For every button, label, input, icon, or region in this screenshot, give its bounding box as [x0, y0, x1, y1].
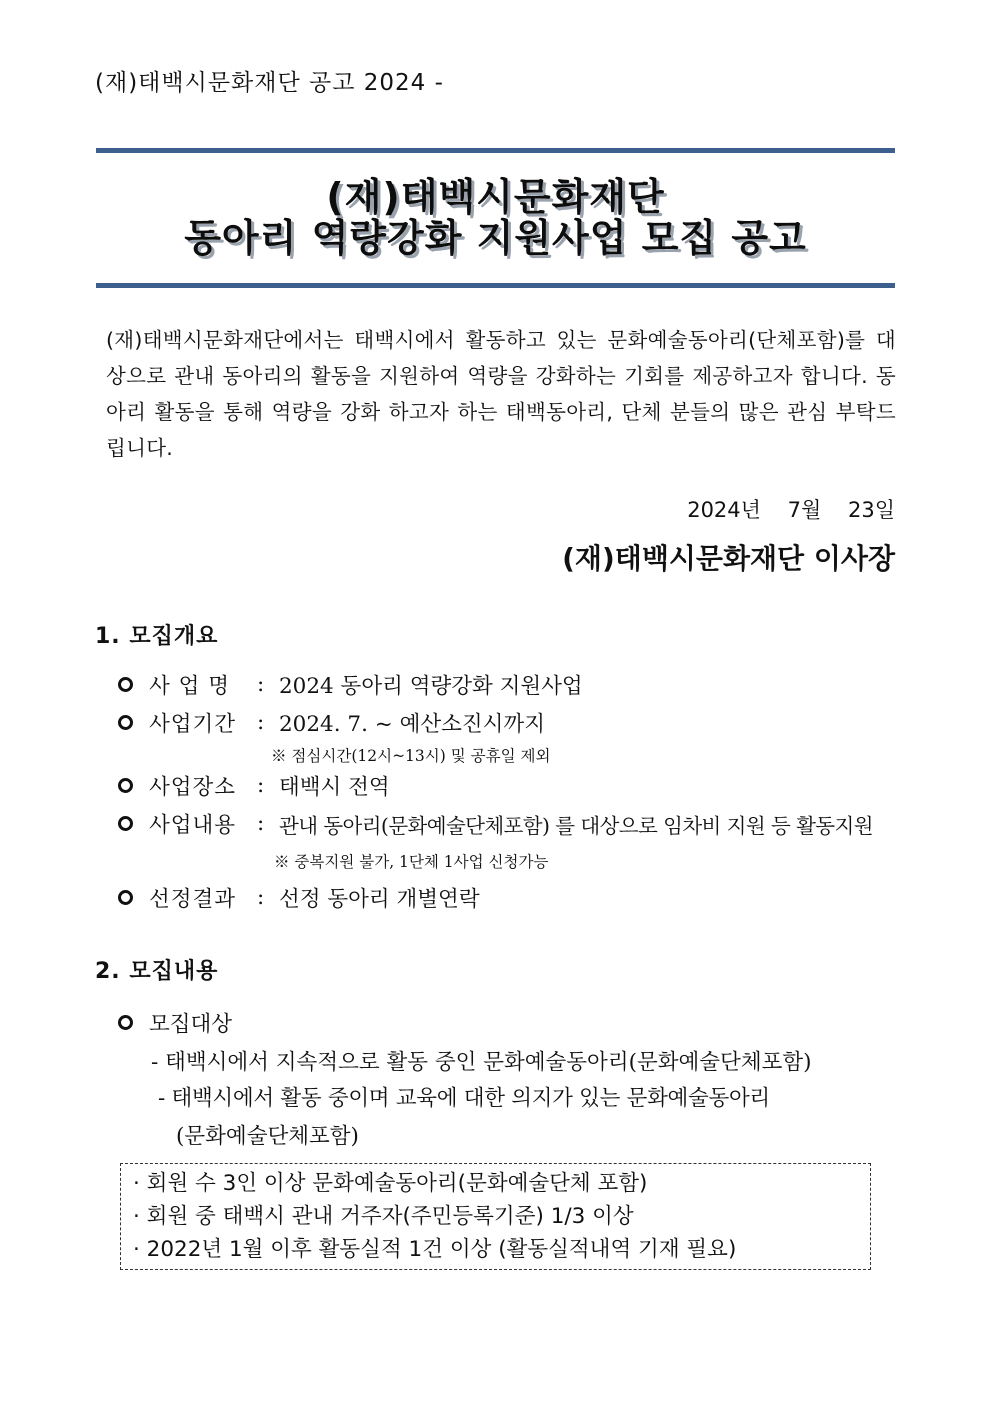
circle-bullet-icon	[118, 890, 133, 905]
target-line: - 태백시에서 지속적으로 활동 중인 문화예술동아리(문화예술단체포함)	[151, 1050, 812, 1075]
item-colon: :	[257, 672, 265, 697]
item-colon: :	[257, 885, 265, 910]
item-label: 사 업 명	[149, 674, 230, 699]
target-line: (문화예술단체포함)	[176, 1124, 359, 1149]
item-colon: :	[257, 710, 265, 735]
item-value: 관내 동아리(문화예술단체포함) 를 대상으로 임차비 지원 등 활동지원	[279, 813, 873, 838]
overview-item-name	[118, 669, 583, 700]
title-top-rule	[96, 148, 895, 153]
item-label: 모집대상	[149, 1012, 233, 1037]
overview-item-content	[118, 808, 873, 839]
item-colon: :	[257, 811, 265, 836]
title-organization: (재)태백시문화재단	[326, 175, 665, 219]
target-line: - 태백시에서 활동 중이며 교육에 대한 의지가 있는 문화예술동아리	[158, 1086, 770, 1111]
title-announcement: 동아리 역량강화 지원사업 모집 공고	[184, 216, 807, 260]
criteria-item: · 회원 수 3인 이상 문화예술동아리(문화예술단체 포함)	[133, 1171, 648, 1196]
signer: (재)태백시문화재단 이사장	[562, 542, 895, 575]
item-colon: :	[257, 773, 265, 798]
item-value: 선정 동아리 개별연락	[279, 887, 480, 912]
item-label: 사업기간	[149, 712, 237, 737]
item-label: 사업장소	[149, 775, 237, 800]
overview-item-result	[118, 882, 480, 913]
item-label: 선정결과	[149, 887, 237, 912]
overview-item-period	[118, 707, 545, 738]
details-item-target	[118, 1007, 232, 1038]
overview-item-location	[118, 770, 390, 801]
intro-paragraph: (재)태백시문화재단에서는 태백시에서 활동하고 있는 문화예술동아리(단체포함)를 대상으로 관내 동아리의 활동을 지원하여 역량을 강화하는 기회를 제공하고자 합니다. 동아리 활동을 통해 역량을 강화 하고자 하는 태백동아리, 단체 분들의 많은 관심 부탁드립니다.	[106, 328, 896, 460]
section-heading-overview: 1. 모집개요	[95, 624, 219, 649]
criteria-box	[120, 1163, 871, 1270]
criteria-item: · 회원 중 태백시 관내 거주자(주민등록기준) 1/3 이상	[133, 1204, 634, 1229]
period-note: ※ 점심시간(12시~13시) 및 공휴일 제외	[271, 747, 551, 765]
content-note: ※ 중복지원 불가, 1단체 1사업 신청가능	[274, 853, 549, 871]
item-value: 2024. 7. ~ 예산소진시까지	[279, 712, 545, 737]
section-heading-details: 2. 모집내용	[95, 959, 219, 984]
item-value: 2024 동아리 역량강화 지원사업	[279, 674, 583, 699]
item-value: 태백시 전역	[279, 775, 390, 800]
circle-bullet-icon	[118, 1015, 133, 1030]
circle-bullet-icon	[118, 816, 133, 831]
announcement-date: 2024년 7월 23일	[687, 498, 895, 522]
circle-bullet-icon	[118, 715, 133, 730]
circle-bullet-icon	[118, 778, 133, 793]
item-label: 사업내용	[149, 813, 237, 838]
circle-bullet-icon	[118, 677, 133, 692]
criteria-item: · 2022년 1월 이후 활동실적 1건 이상 (활동실적내역 기재 필요)	[133, 1237, 737, 1262]
title-bottom-rule	[96, 283, 895, 288]
notice-number: (재)태백시문화재단 공고 2024 -	[95, 70, 444, 96]
